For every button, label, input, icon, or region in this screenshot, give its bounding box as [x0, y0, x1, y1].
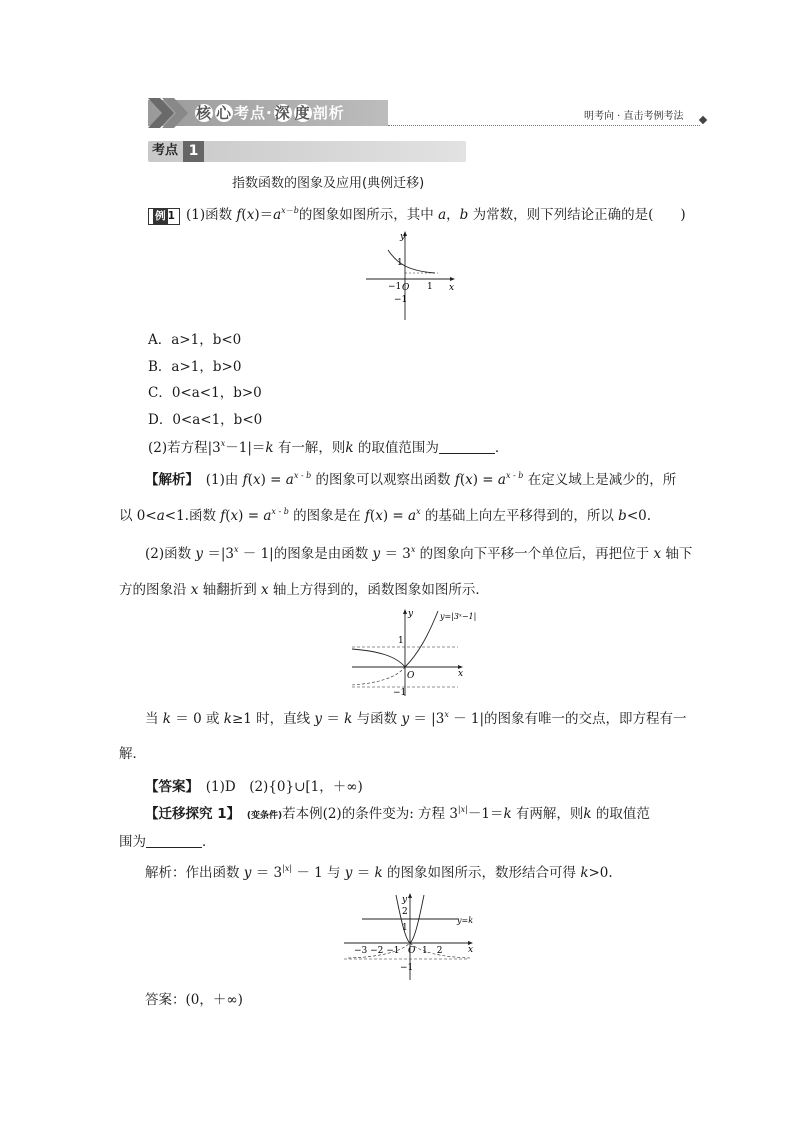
- diamond-icon: [699, 116, 707, 124]
- example-badge: 例 1: [148, 208, 180, 225]
- transfer-answer-blank: [146, 835, 202, 848]
- fig3-origin: O: [408, 946, 416, 956]
- section-title: 指数函数的图象及应用(典例迁移): [232, 176, 425, 191]
- fig1-y-label: y: [400, 232, 406, 242]
- fig2-x-label: x: [458, 669, 464, 679]
- analysis-line-3: (2)函数 $y =|3^x - 1|$的图象是由函数 $y = 3^x$ 的图象向下平移一个单位后，再把位于 x 轴下: [145, 545, 693, 562]
- transfer-line-1: 【迁移探究 1】 (变条件)若本例(2)的条件变为: 方程 $3^{|x|}-1=k$ 有两解，则k 的取值范: [145, 805, 650, 822]
- figure-2-graph: [348, 606, 476, 698]
- fig1-origin: O: [402, 283, 410, 293]
- kaodian-label: 考点: [152, 143, 179, 158]
- header-rule: [388, 125, 700, 126]
- fig3-ticks-left: −3 −2 −1: [354, 946, 400, 956]
- transfer-answer: 答案：(0，＋∞): [145, 992, 243, 1008]
- fig1-tick-1: 1: [397, 258, 403, 268]
- transfer-line-2: 围为 ．: [119, 834, 216, 850]
- header-title: 核 心 考点· 深 度 剖析: [195, 104, 345, 122]
- analysis-line-6: 解．: [119, 746, 146, 762]
- option-c: C．0<a<1，b>0: [148, 385, 262, 401]
- fig1-tick-neg1y: −1: [394, 295, 408, 305]
- fig2-tick-1: 1: [398, 636, 404, 646]
- fig2-tick-neg1: −1: [393, 688, 407, 698]
- fig3-tick-neg1: −1: [400, 963, 414, 973]
- fig3-x-label: x: [468, 945, 474, 955]
- fig3-ticks-pos: 1 2: [422, 946, 443, 956]
- kaodian-number: 1: [183, 141, 204, 162]
- answer-line: 【答案】 (1)D (2){0}∪[1，＋∞): [145, 779, 363, 795]
- example-question-1: (1)函数 $f(x)=a^{x-b}$的图象如图所示，其中 a，b 为常数，则下列结论正确的是( ): [186, 206, 686, 223]
- fig2-origin: O: [407, 671, 415, 681]
- analysis-line-4: 方的图象沿 x 轴翻折到 x 轴上方得到的，函数图象如图所示．: [119, 582, 489, 598]
- header-subtitle: 明考向 · 直击考例考法: [584, 111, 684, 122]
- chevron-right-icon: [148, 98, 192, 128]
- fig1-tick-neg1x: −1: [388, 282, 402, 292]
- fig2-curve-label: y=|3ˣ−1|: [440, 612, 476, 621]
- fig3-line-label: y=k: [457, 916, 474, 925]
- analysis-line-5: 当 k ＝ 0 或 k≥1 时，直线 y ＝ k 与函数 $y = |3^x - 1|$的图象有唯一的交点，即方程有一: [145, 710, 687, 727]
- figure-1-graph: [360, 228, 460, 324]
- fig3-tick-2: 2: [402, 907, 408, 917]
- fig3-y-label: y: [402, 895, 408, 905]
- option-d: D．0<a<1，b<0: [148, 412, 263, 428]
- analysis-line-2: 以 0<a<1.函数 $f(x) = a^{x - b}$ 的图象是在 $f(x) = a^x$ 的基础上向左平移得到的，所以 b<0.: [119, 507, 652, 524]
- fig3-tick-1: 1: [402, 923, 408, 933]
- fig1-x-label: x: [449, 283, 455, 293]
- option-a: A．a>1，b<0: [148, 332, 242, 348]
- fig1-tick-pos1x: 1: [427, 282, 433, 292]
- fig2-y-label: y: [408, 609, 414, 619]
- example-question-2: (2)若方程$|3^x-1|=k$ 有一解，则k 的取值范围为 ．: [148, 439, 509, 456]
- option-b: B．a>1，b>0: [148, 359, 242, 375]
- answer-blank: [439, 441, 495, 454]
- transfer-analysis: 解析：作出函数 $y = 3^{|x|} - 1$ 与 y ＝ k 的图象如图所示，数形结合可得 k>0.: [145, 864, 613, 881]
- analysis-line-1: 【解析】 (1)由 $f(x) = a^{x - b}$ 的图象可以观察出函数 $f(x) = a^{x - b}$ 在定义域上是减少的，所: [145, 471, 677, 488]
- figure-3-graph: [340, 890, 482, 982]
